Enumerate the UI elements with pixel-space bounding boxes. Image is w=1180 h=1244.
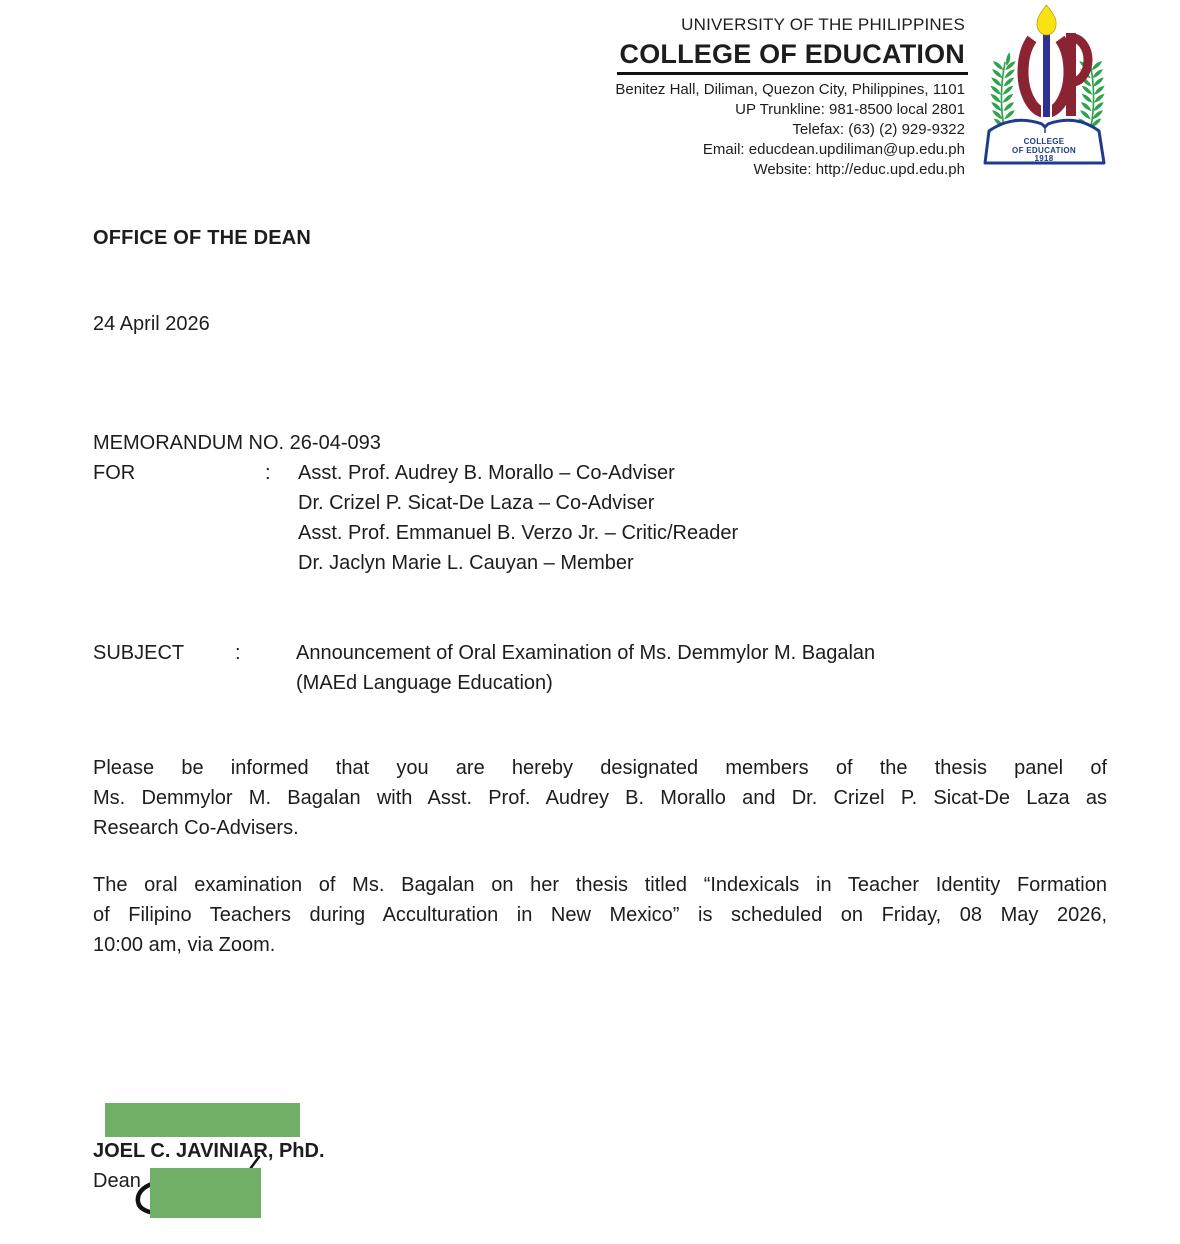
seal-text-line1: COLLEGE (1023, 137, 1065, 146)
paragraph-line: The oral examination of Ms. Bagalan on her thesis titled “Indexicals in Teacher Identity Formation (93, 874, 1107, 896)
university-name: UNIVERSITY OF THE PHILIPPINES (681, 15, 965, 34)
subject-line: Announcement of Oral Examination of Ms. Demmylor M. Bagalan (296, 642, 876, 664)
letterhead-address (615, 80, 965, 180)
for-label: FOR (93, 462, 136, 484)
recipient-list (298, 458, 1107, 578)
monogram-p-stem (1066, 33, 1076, 116)
paragraph-line: Please be informed that you are hereby designated members of the thesis panel of (93, 757, 1107, 779)
document-date: 24 April 2026 (93, 313, 210, 335)
candle-icon (1042, 31, 1051, 118)
signatory-name: JOEL C. JAVINIAR, PhD. (93, 1140, 325, 1162)
letterhead (0, 0, 1180, 205)
flame-icon (1037, 5, 1056, 35)
paragraph-line: of Filipino Teachers during Acculturation in New Mexico” is scheduled on Friday, 08 May 2026, (93, 904, 1107, 926)
subject-text (296, 638, 1107, 698)
subject-label: SUBJECT (93, 642, 185, 664)
body-paragraph-2 (93, 870, 1107, 960)
for-colon: : (265, 462, 271, 484)
recipient: Asst. Prof. Emmanuel B. Verzo Jr. – Critic/Reader (298, 522, 739, 544)
seal-text-line3: 1918 (1034, 154, 1054, 163)
address-line: Website: http://educ.upd.edu.ph (753, 161, 965, 178)
address-line: UP Trunkline: 981-8500 local 2801 (735, 101, 965, 118)
signatory-title: Dean (93, 1170, 141, 1192)
redaction-box (150, 1168, 261, 1218)
paragraph-line: Research Co-Advisers. (93, 817, 299, 839)
college-name-row (615, 38, 965, 80)
letterhead-text (615, 12, 965, 180)
recipient: Asst. Prof. Audrey B. Morallo – Co-Adviser (298, 462, 675, 484)
recipient: Dr. Crizel P. Sicat-De Laza – Co-Adviser (298, 492, 655, 514)
address-line: Telefax: (63) (2) 929-9322 (792, 121, 965, 138)
subject-line: (MAEd Language Education) (296, 672, 553, 694)
recipient: Dr. Jaclyn Marie L. Cauyan – Member (298, 552, 634, 574)
subject-colon: : (235, 642, 241, 664)
signature-block (93, 1095, 453, 1244)
college-seal-icon (980, 3, 1115, 178)
address-line: Benitez Hall, Diliman, Quezon City, Philippines, 1101 (615, 81, 965, 98)
address-line: Email: educdean.updiliman@up.edu.ph (702, 141, 965, 158)
body-paragraph-1 (93, 753, 1107, 843)
paragraph-line: 10:00 am, via Zoom. (93, 934, 276, 956)
memo-block (93, 428, 1107, 698)
memo-subject-row (93, 638, 1107, 698)
seal-text-line2: OF EDUCATION (1012, 146, 1076, 155)
paragraph-line: Ms. Demmylor M. Bagalan with Asst. Prof. Audrey B. Morallo and Dr. Crizel P. Sicat-De Laza as (93, 787, 1107, 809)
college-name: COLLEGE OF EDUCATION (617, 39, 969, 75)
office-title: OFFICE OF THE DEAN (93, 227, 312, 249)
memo-number: MEMORANDUM NO. 26-04-093 (93, 432, 381, 454)
memo-for-row (93, 458, 1107, 578)
redaction-box (105, 1103, 300, 1137)
